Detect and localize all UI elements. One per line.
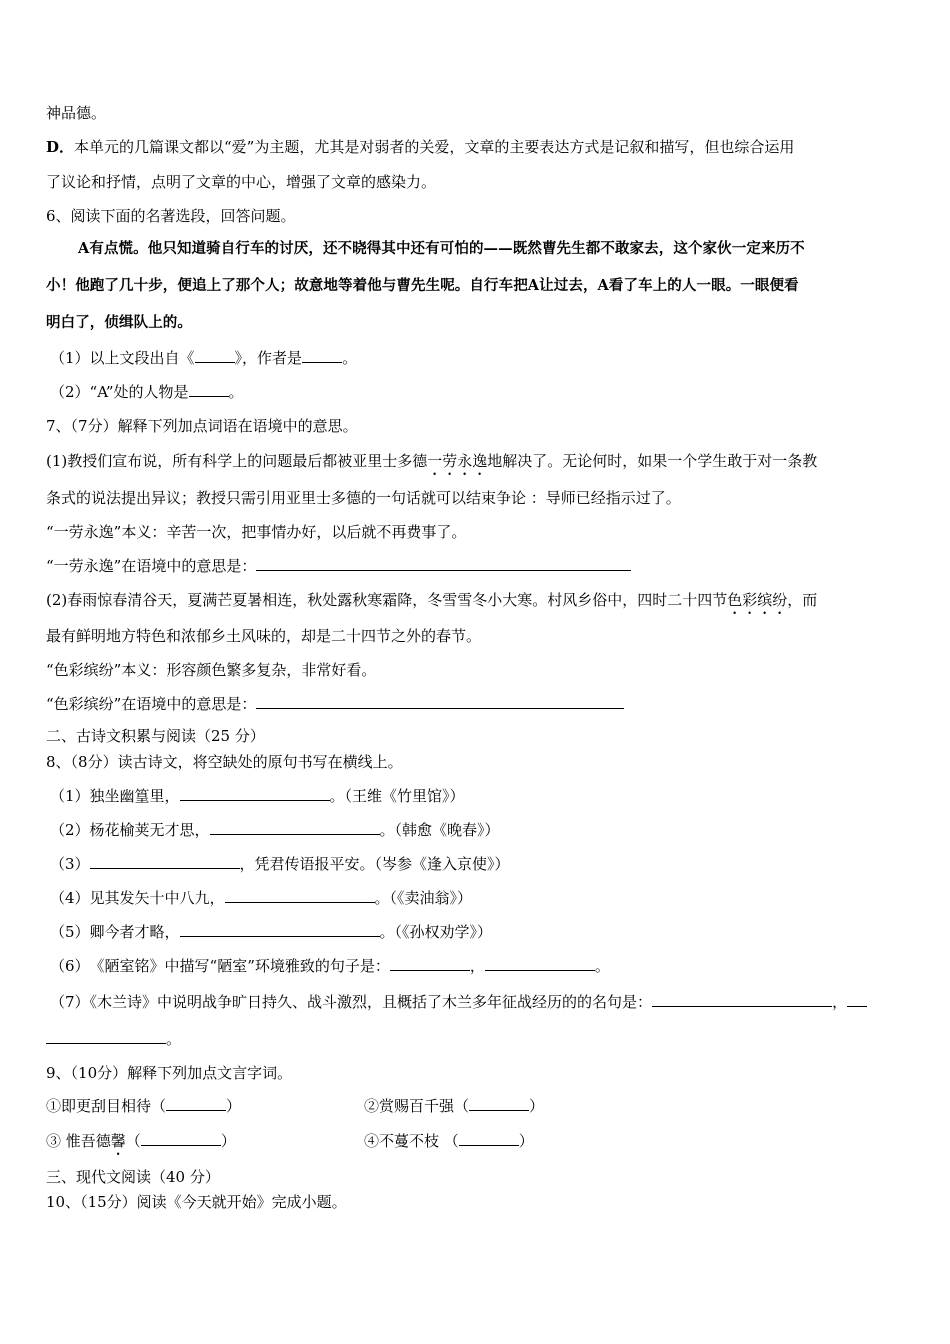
answer-blank[interactable] (189, 382, 229, 397)
question-8-3: （3） ，凭君传语报平安。（岑参《逢入京使》） (50, 855, 510, 873)
question-9-row-1 (46, 1096, 906, 1116)
question-7-2-answer: “色彩缤纷”在语境中的意思是： (46, 694, 906, 714)
question-7-2-line: “色彩缤纷”本义：形容颜色繁多复杂，非常好看。 (46, 661, 377, 679)
passage-line: A有点慌。他只知道骑自行车的讨厌，还不晓得其中还有可怕的——既然曹先生都不敢家去，这个家伙一定来历不 (78, 240, 805, 257)
answer-blank[interactable] (256, 694, 624, 709)
question-7-2-line: 最有鲜明地方特色和浓郁乡土风味的，却是二十四节之外的春节。 (46, 627, 482, 645)
question-9-title: 9、（10分）解释下列加点文言字词。 (46, 1064, 293, 1082)
question-7-1-line: “一劳永逸”本义：辛苦一次，把事情办好，以后就不再费事了。 (46, 523, 467, 541)
text-line: 了议论和抒情，点明了文章的中心，增强了文章的感染力。 (46, 173, 437, 191)
question-8-7: （7）《木兰诗》中说明战争旷日持久、战斗激烈，且概括了木兰多年征战经历的的名句是： ， (50, 992, 906, 1012)
question-8-1: （1）独坐幽篁里， 。（王维《竹里馆》） (50, 787, 465, 805)
question-8-2: （2）杨花榆荚无才思， 。（韩愈《晚春》） (50, 821, 500, 839)
question-7-2-line: (2)春雨惊春清谷天，夏满芒夏暑相连，秋处露秋寒霜降，冬雪雪冬小大寒。村风乡俗中，四时二十四节色彩缤纷，而 (46, 591, 818, 609)
answer-blank[interactable] (210, 820, 380, 835)
text-line: 神品德。 (46, 104, 107, 122)
answer-blank[interactable] (225, 888, 375, 903)
passage-line: 明白了，侦缉队上的。 (46, 314, 192, 331)
dotted-word: 色彩缤纷 (727, 591, 788, 609)
answer-blank[interactable] (847, 992, 867, 1007)
q9-item-3: ③ 惟吾德馨（ ） (46, 1132, 236, 1150)
option-d-text: 本单元的几篇课文都以“爱”为主题，尤其是对弱者的关爱，文章的主要表达方式是记叙和描写，但也综合运用 (74, 138, 795, 156)
answer-blank[interactable] (256, 556, 631, 571)
option-d-label: D． (46, 138, 75, 156)
question-6-title: 6、阅读下面的名著选段，回答问题。 (46, 207, 296, 225)
passage-line: 小！他跑了几十步，便追上了那个人；故意地等着他与曹先生呢。自行车把A让过去，A看了车上的人一眼。一眼便看 (46, 277, 799, 294)
q9-item-4: ④不蔓不枝 （ ） (364, 1132, 534, 1150)
answer-blank[interactable] (141, 1131, 221, 1146)
question-8-title: 8、（8分）读古诗文，将空缺处的原句书写在横线上。 (46, 753, 403, 771)
section-3-title: 三、现代文阅读（40 分） (46, 1168, 220, 1186)
question-6-1: （1）以上文段出自《 》，作者是 。 (50, 349, 358, 367)
answer-blank[interactable] (485, 956, 595, 971)
answer-blank[interactable] (459, 1131, 519, 1146)
answer-blank[interactable] (195, 348, 235, 363)
answer-blank[interactable] (469, 1096, 529, 1111)
question-8-7-cont: 。 (46, 1029, 906, 1049)
question-7-1-answer: “一劳永逸”在语境中的意思是： (46, 556, 906, 576)
question-7-1-line: 条式的说法提出异议；教授只需引用亚里士多德的一句话就可以结束争论 ：导师已经指示过了。 (46, 489, 681, 507)
dotted-word: 一劳永逸 (427, 452, 488, 470)
question-8-6: （6） 《陋室铭》中描写“陋室”环境雅致的句子是： ， 。 (50, 957, 610, 975)
question-9-row-2 (46, 1131, 906, 1159)
answer-blank[interactable] (180, 786, 330, 801)
answer-blank[interactable] (166, 1096, 226, 1111)
question-10-title: 10、（15分）阅读《今天就开始》完成小题。 (46, 1193, 347, 1211)
dotted-word: 馨 (110, 1132, 126, 1150)
answer-blank[interactable] (180, 922, 380, 937)
question-7-1-line: (1)教授们宣布说，所有科学上的问题最后都被亚里士多德一劳永逸地解决了。无论何时，如果一个学生敢于对一条教 (46, 452, 818, 470)
q9-item-1: ①即更刮目相待（ ） (46, 1097, 242, 1115)
question-7-title: 7、（7分）解释下列加点词语在语境中的意思。 (46, 417, 358, 435)
answer-blank[interactable] (652, 992, 832, 1007)
answer-blank[interactable] (90, 854, 240, 869)
q9-item-2: ②赏赐百千强（ ） (364, 1097, 545, 1115)
answer-blank[interactable] (302, 348, 342, 363)
option-d (46, 137, 906, 157)
question-8-5: （5）卿今者才略， 。（《孙权劝学》） (50, 923, 493, 941)
question-6-2: （2）“A”处的人物是 。 (50, 383, 244, 401)
answer-blank[interactable] (390, 956, 470, 971)
answer-blank[interactable] (46, 1029, 166, 1044)
section-2-title: 二、古诗文积累与阅读（25 分） (46, 727, 265, 745)
question-8-4: （4）见其发矢十中八九， 。（《卖油翁》） (50, 889, 473, 907)
